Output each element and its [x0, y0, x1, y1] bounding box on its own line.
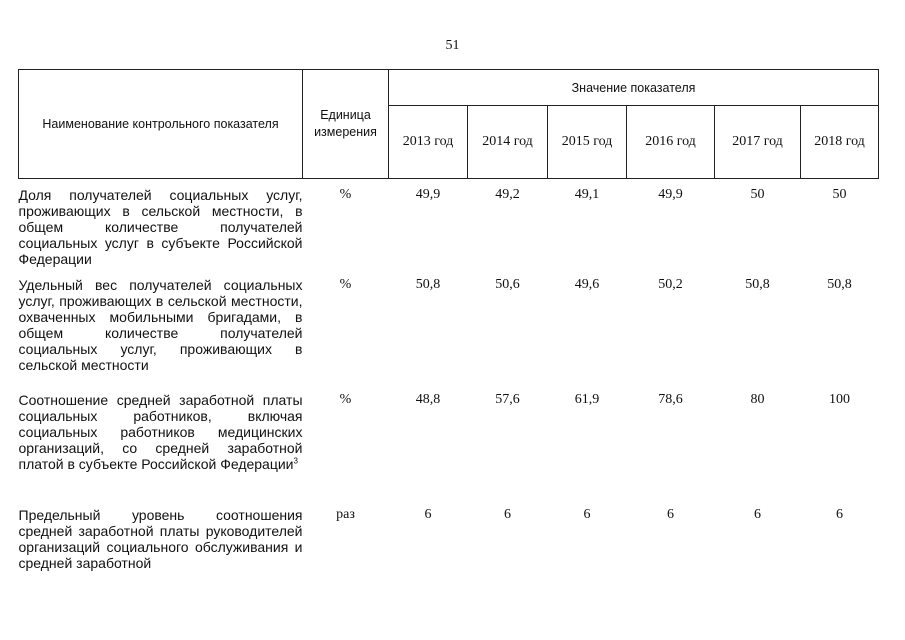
- table-row: [19, 507, 879, 571]
- indicator-value-2014: 50,6: [495, 276, 520, 292]
- indicator-unit: %: [339, 186, 352, 202]
- indicator-value-2014: 57,6: [495, 391, 520, 407]
- footnote-marker: 3: [293, 455, 298, 465]
- indicator-value-2016: 78,6: [658, 391, 683, 407]
- indicator-value-2015: 49,6: [574, 276, 600, 292]
- header-year: 2014 год: [468, 106, 548, 179]
- indicator-unit: %: [339, 391, 352, 407]
- header-year: 2013 год: [389, 106, 468, 179]
- header-indicator-name: Наименование контрольного показателя: [19, 70, 303, 179]
- indicator-name-text: Соотношение средней заработной платы социальных работников, включая социальных работников медицинских организаций, со средней заработной платой в субъекте Российской Федерации: [18, 391, 303, 472]
- page-number: 51: [445, 38, 460, 53]
- indicator-value-2016: 6: [667, 506, 674, 522]
- indicator-value-2015: 49,1: [574, 186, 600, 202]
- indicator-value-2014: 6: [504, 506, 511, 522]
- indicator-value-2018: 6: [836, 506, 843, 522]
- indicator-name: Доля получателей социальных услуг, проживающих в сельской местности, в общем количестве получателей социальных услуг в субъекте Российской Федерации: [18, 186, 303, 267]
- indicator-value-2017: 50,8: [745, 276, 770, 292]
- indicator-value-2013: 50,8: [415, 276, 441, 292]
- indicator-value-2013: 49,9: [415, 186, 441, 202]
- indicator-name: Удельный вес получателей социальных услуг, проживающих в сельской местности, охваченных мобильными бригадами, в общем количестве получателей социальных услуг, проживающих в сельской местности: [18, 276, 303, 373]
- indicator-value-2016: 50,2: [658, 276, 683, 292]
- table-row: [19, 277, 879, 392]
- header-year: 2018 год: [801, 106, 879, 179]
- indicator-value-2016: 49,9: [658, 186, 683, 202]
- indicators-table: [18, 69, 879, 571]
- header-unit: Единица измерения: [303, 70, 389, 179]
- header-year: 2015 год: [548, 106, 627, 179]
- header-year: 2017 год: [715, 106, 801, 179]
- indicator-unit: раз: [336, 506, 355, 522]
- indicator-value-2017: 50: [750, 186, 765, 202]
- indicator-value-2013: 6: [424, 506, 432, 522]
- indicator-value-2018: 50: [832, 186, 847, 202]
- table-row: [19, 392, 879, 507]
- indicator-value-2013: 48,8: [415, 391, 441, 407]
- indicator-value-2017: 80: [750, 391, 765, 407]
- header-indicator-value: Значение показателя: [389, 70, 879, 106]
- indicator-value-2014: 49,2: [495, 186, 520, 202]
- indicator-value-2015: 6: [583, 506, 591, 522]
- indicator-unit: %: [339, 276, 352, 292]
- table-row: [19, 187, 879, 277]
- indicator-value-2015: 61,9: [574, 391, 600, 407]
- indicator-value-2018: 100: [829, 391, 850, 407]
- indicator-name: Предельный уровень соотношения средней заработной платы руководителей организаций социального обслуживания и средней заработной: [18, 506, 303, 571]
- indicator-name: [19, 392, 303, 507]
- indicator-value-2017: 6: [754, 506, 761, 522]
- indicator-value-2018: 50,8: [827, 276, 852, 292]
- header-year: 2016 год: [627, 106, 715, 179]
